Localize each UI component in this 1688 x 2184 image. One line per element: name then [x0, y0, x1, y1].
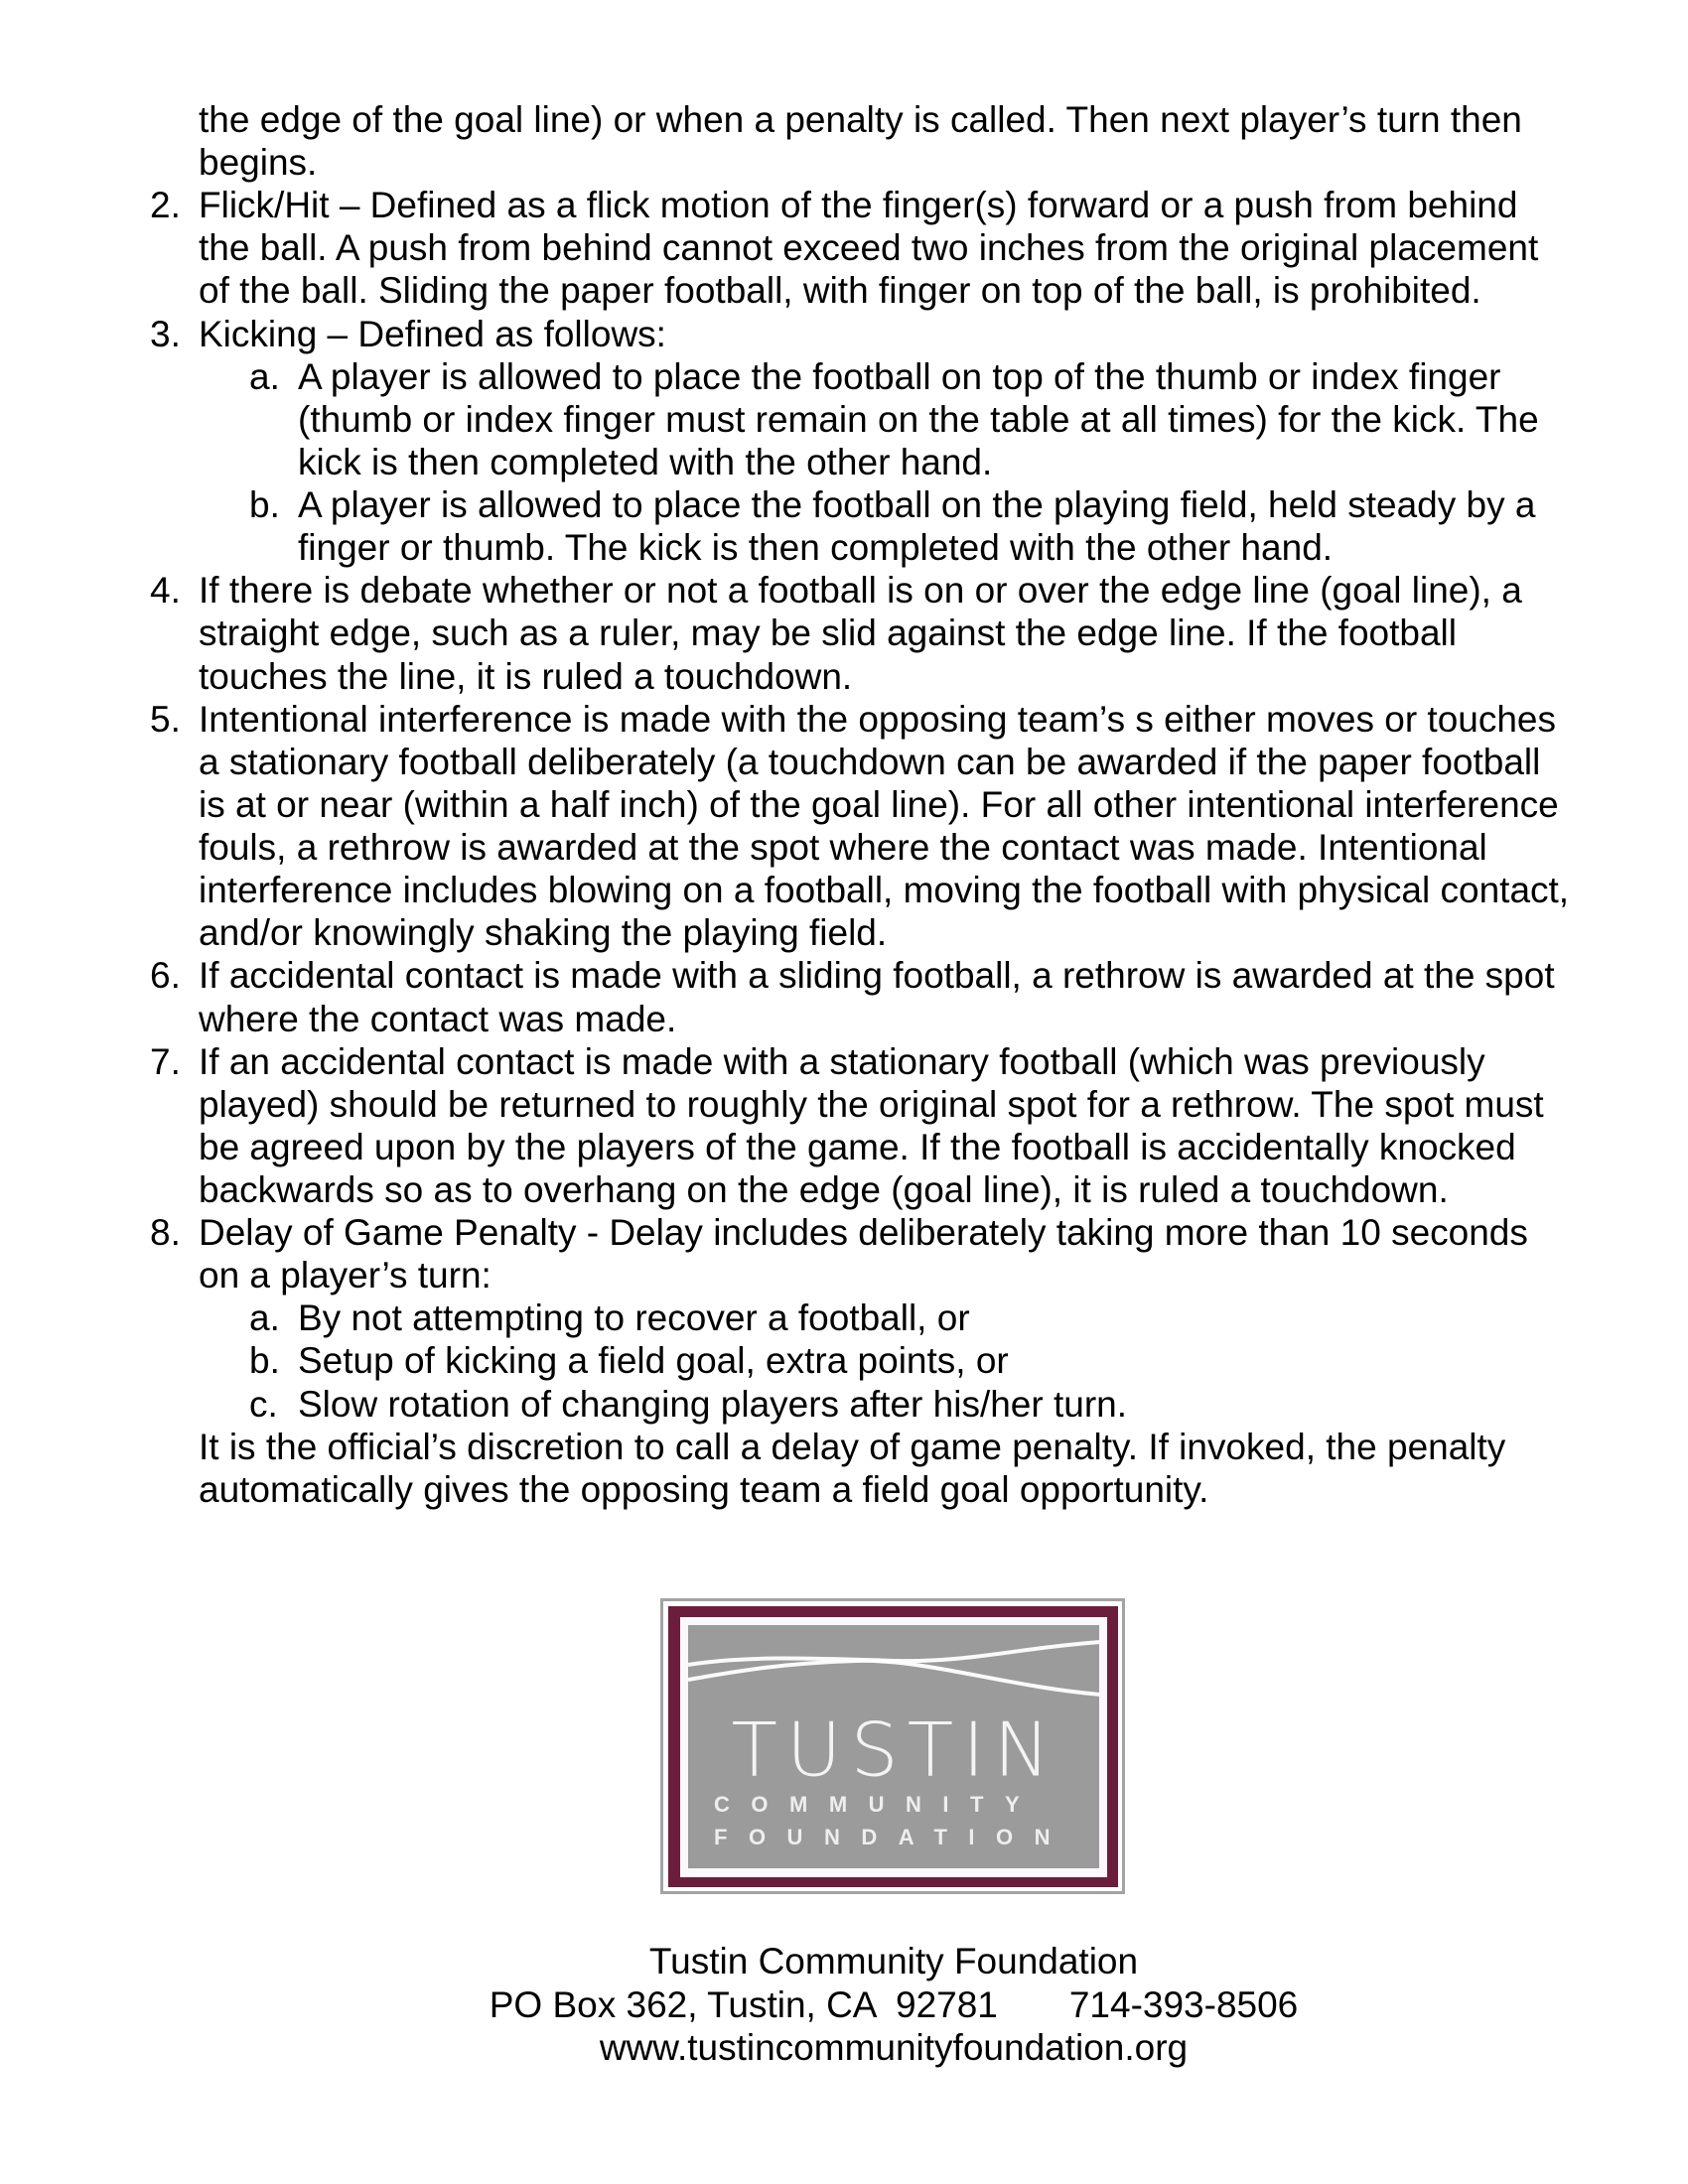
text-line: of the ball. Sliding the paper football, with finger on top of the ball, is prohibited. — [199, 270, 1481, 312]
text-line: is at or near (within a half inch) of the goal line). For all other intentional interference — [199, 783, 1559, 825]
list-marker: 7. — [150, 1040, 181, 1082]
text-line: Flick/Hit – Defined as a flick motion of the finger(s) forward or a push from behind — [199, 185, 1518, 226]
list-marker: 6. — [150, 955, 181, 997]
list-marker: 5. — [150, 698, 181, 740]
text-line: backwards so as to overhang on the edge (goal line), it is ruled a touchdown. — [199, 1169, 1449, 1210]
footer-org-name: Tustin Community Foundation — [648, 1941, 1139, 1981]
text-line: the edge of the goal line) or when a penalty is called. Then next player’s turn then — [199, 99, 1522, 140]
text-line: kick is then completed with the other hand. — [298, 441, 993, 482]
text-line: By not attempting to recover a football, or — [298, 1297, 970, 1339]
text-line: If an accidental contact is made with a stationary football (which was previously — [199, 1040, 1485, 1082]
text-line: a stationary football deliberately (a touchdown can be awarded if the paper football — [199, 741, 1541, 782]
list-marker: 8. — [150, 1212, 181, 1254]
text-line: begins. — [199, 142, 318, 184]
text-line: and/or knowingly shaking the playing field. — [199, 912, 888, 954]
text-line: automatically gives the opposing team a field goal opportunity. — [199, 1468, 1209, 1510]
logo-foundation: FOUNDATION — [714, 1825, 1072, 1849]
text-line: where the contact was made. — [199, 998, 677, 1039]
text-line: A player is allowed to place the football on the playing field, held steady by a — [298, 484, 1536, 526]
list-marker: 4. — [150, 570, 181, 612]
logo-title: TUSTIN — [731, 1706, 1059, 1794]
tustin-community-foundation-logo — [660, 1598, 1125, 1894]
list-marker: b. — [249, 1340, 280, 1382]
text-line: If accidental contact is made with a sliding football, a rethrow is awarded at the spot — [199, 955, 1555, 997]
list-marker: a. — [249, 355, 280, 397]
text-line: interference includes blowing on a football, moving the football with physical contact, — [199, 870, 1570, 911]
text-line: fouls, a rethrow is awarded at the spot where the contact was made. Intentional — [199, 827, 1487, 869]
list-marker: c. — [249, 1383, 278, 1425]
text-line: Intentional interference is made with the opposing team’s s either moves or touches — [199, 698, 1557, 740]
logo-panel — [688, 1625, 1099, 1868]
text-line: on a player’s turn: — [199, 1255, 492, 1297]
text-line: the ball. A push from behind cannot exceed two inches from the original placement — [199, 227, 1539, 269]
list-marker: b. — [249, 484, 280, 526]
footer-address-phone: PO Box 362, Tustin, CA 92781 714-393-8506 — [489, 1984, 1299, 2025]
text-line: Delay of Game Penalty - Delay includes deliberately taking more than 10 seconds — [199, 1212, 1528, 1254]
text-line: touches the line, it is ruled a touchdown. — [199, 655, 853, 697]
logo-inner-border — [680, 1617, 1107, 1877]
text-line: played) should be returned to roughly the original spot for a rethrow. The spot must — [199, 1083, 1544, 1125]
list-marker: 3. — [150, 313, 181, 354]
text-line: (thumb or index finger must remain on the table at all times) for the kick. The — [298, 398, 1539, 440]
text-line: Slow rotation of changing players after his/her turn. — [298, 1383, 1128, 1425]
list-marker: 2. — [150, 185, 181, 226]
text-line: straight edge, such as a ruler, may be slid against the edge line. If the football — [199, 613, 1457, 654]
text-line: A player is allowed to place the football on top of the thumb or index finger — [298, 355, 1501, 397]
footer-website: www.tustincommunityfoundation.org — [599, 2027, 1189, 2068]
text-line: If there is debate whether or not a football is on or over the edge line (goal line), a — [199, 570, 1522, 612]
logo-maroon-frame — [668, 1606, 1118, 1887]
logo-community: COMMUNITY — [714, 1792, 1042, 1817]
text-line: be agreed upon by the players of the game. If the football is accidentally knocked — [199, 1126, 1516, 1167]
text-line: It is the official’s discretion to call a delay of game penalty. If invoked, the penalty — [199, 1426, 1506, 1467]
text-line: Kicking – Defined as follows: — [199, 313, 666, 354]
text-line: finger or thumb. The kick is then completed with the other hand. — [298, 527, 1334, 569]
list-marker: a. — [249, 1297, 280, 1339]
text-line: Setup of kicking a field goal, extra points, or — [298, 1340, 1009, 1382]
